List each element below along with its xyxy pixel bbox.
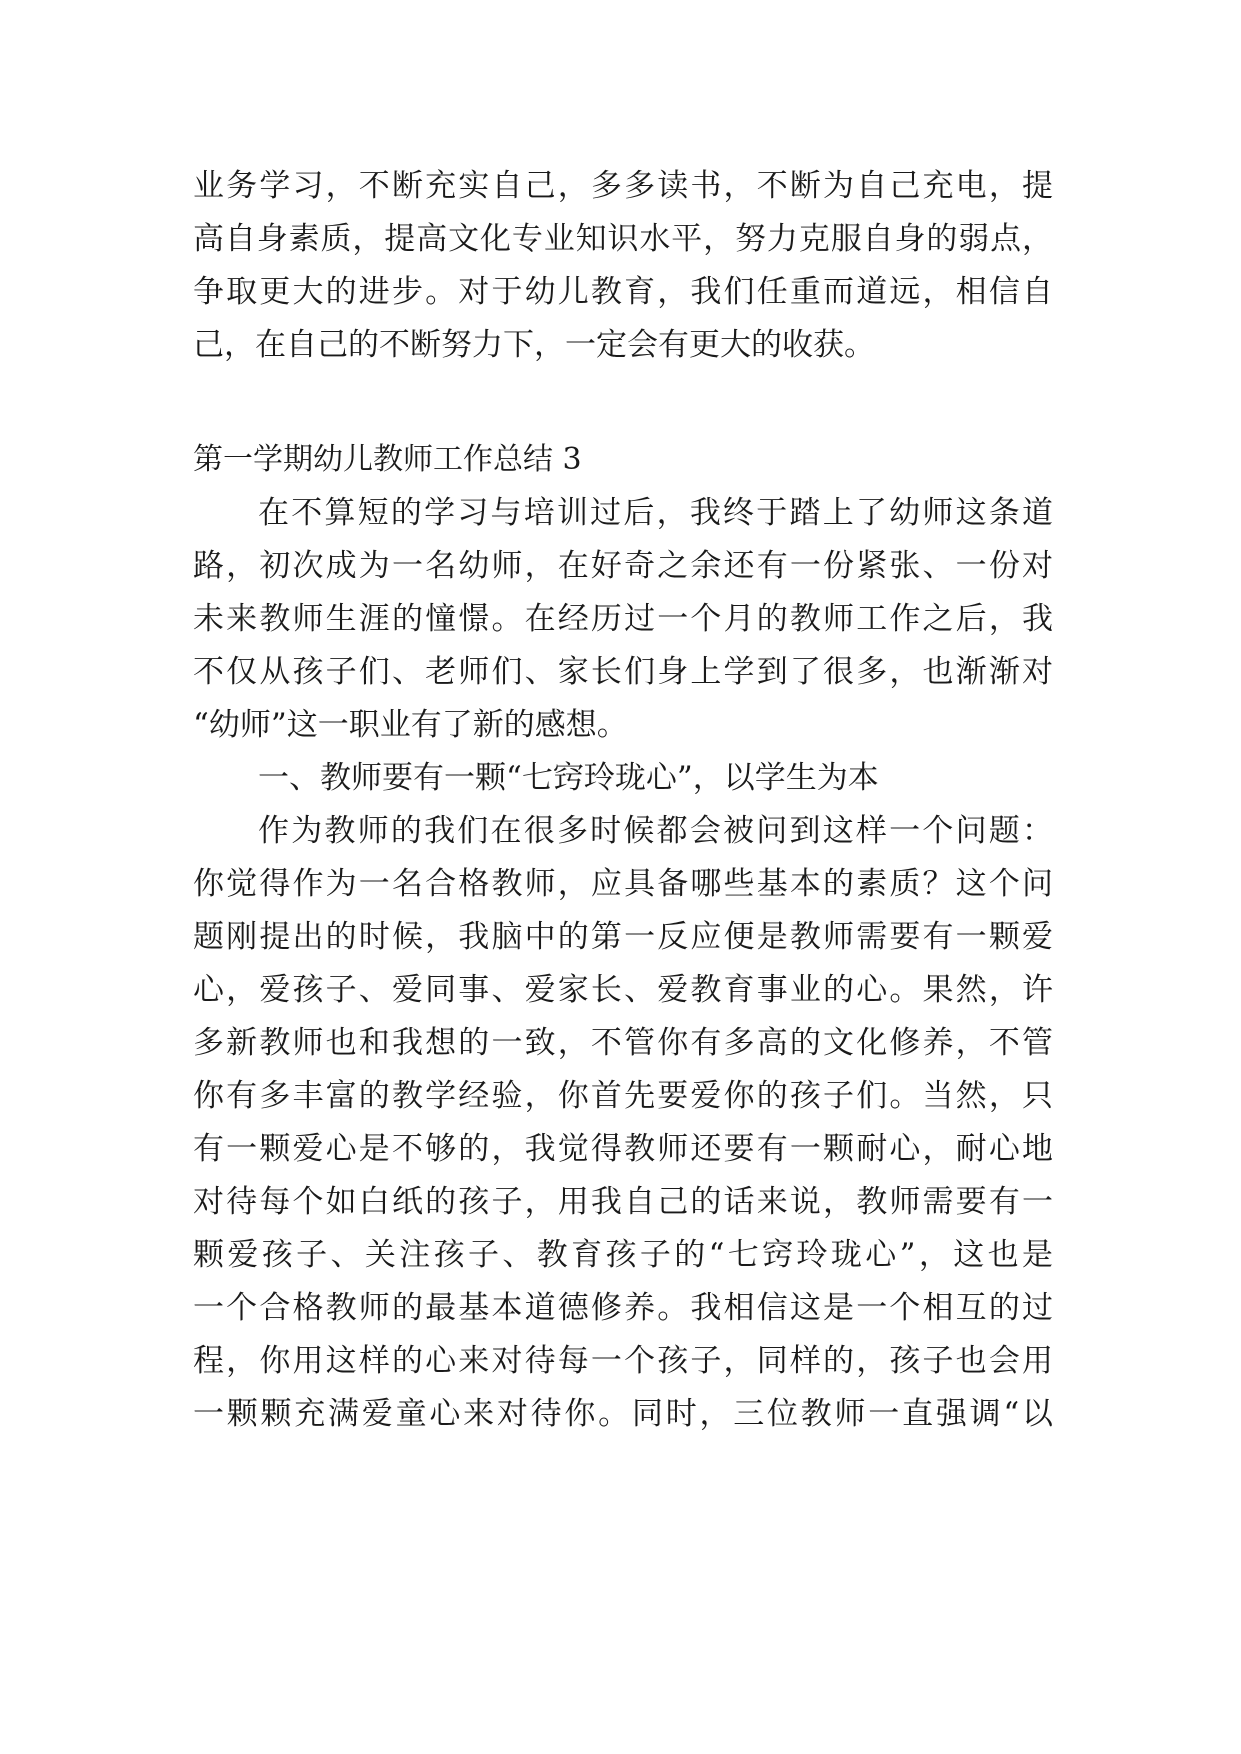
- section-title: 第一学期幼儿教师工作总结 3: [193, 442, 582, 477]
- paragraph-line: 路，初次成为一名幼师，在好奇之余还有一份紧张、一份对: [193, 548, 1053, 584]
- paragraph-line: 作为教师的我们在很多时候都会被问到这样一个问题：: [258, 813, 1053, 849]
- paragraph-line: 心，爱孩子、爱同事、爱家长、爱教育事业的心。果然，许: [193, 972, 1053, 1008]
- paragraph-line: 颗爱孩子、关注孩子、教育孩子的“七窍玲珑心”，这也是: [193, 1237, 1053, 1273]
- paragraph-line: 程，你用这样的心来对待每一个孩子，同样的，孩子也会用: [193, 1343, 1053, 1379]
- paragraph-line: 对待每个如白纸的孩子，用我自己的话来说，教师需要有一: [193, 1184, 1053, 1220]
- paragraph-line: 你觉得作为一名合格教师，应具备哪些基本的素质？这个问: [193, 866, 1053, 902]
- paragraph-line: 未来教师生涯的憧憬。在经历过一个月的教师工作之后，我: [193, 601, 1053, 637]
- subheading: 一、教师要有一颗“七窍玲珑心”，以学生为本: [258, 760, 879, 796]
- paragraph-line: 一颗颗充满爱童心来对待你。同时，三位教师一直强调“以: [193, 1396, 1053, 1432]
- paragraph-line: 业务学习，不断充实自己，多多读书，不断为自己充电，提: [193, 168, 1053, 204]
- paragraph-line: 题刚提出的时候，我脑中的第一反应便是教师需要有一颗爱: [193, 919, 1053, 955]
- paragraph-line: 一个合格教师的最基本道德修养。我相信这是一个相互的过: [193, 1290, 1053, 1326]
- paragraph-line: 争取更大的进步。对于幼儿教育，我们任重而道远，相信自: [193, 274, 1053, 310]
- paragraph-line: 高自身素质，提高文化专业知识水平，努力克服自身的弱点，: [193, 221, 1053, 257]
- paragraph-line: 多新教师也和我想的一致，不管你有多高的文化修养，不管: [193, 1025, 1053, 1061]
- paragraph-line: “幼师”这一职业有了新的感想。: [193, 707, 628, 743]
- paragraph-line: 不仅从孩子们、老师们、家长们身上学到了很多，也渐渐对: [193, 654, 1053, 690]
- paragraph-line: 己，在自己的不断努力下，一定会有更大的收获。: [193, 327, 875, 363]
- paragraph-line: 有一颗爱心是不够的，我觉得教师还要有一颗耐心，耐心地: [193, 1131, 1053, 1167]
- paragraph-line: 在不算短的学习与培训过后，我终于踏上了幼师这条道: [258, 495, 1053, 531]
- paragraph-line: 你有多丰富的教学经验，你首先要爱你的孩子们。当然，只: [193, 1078, 1053, 1114]
